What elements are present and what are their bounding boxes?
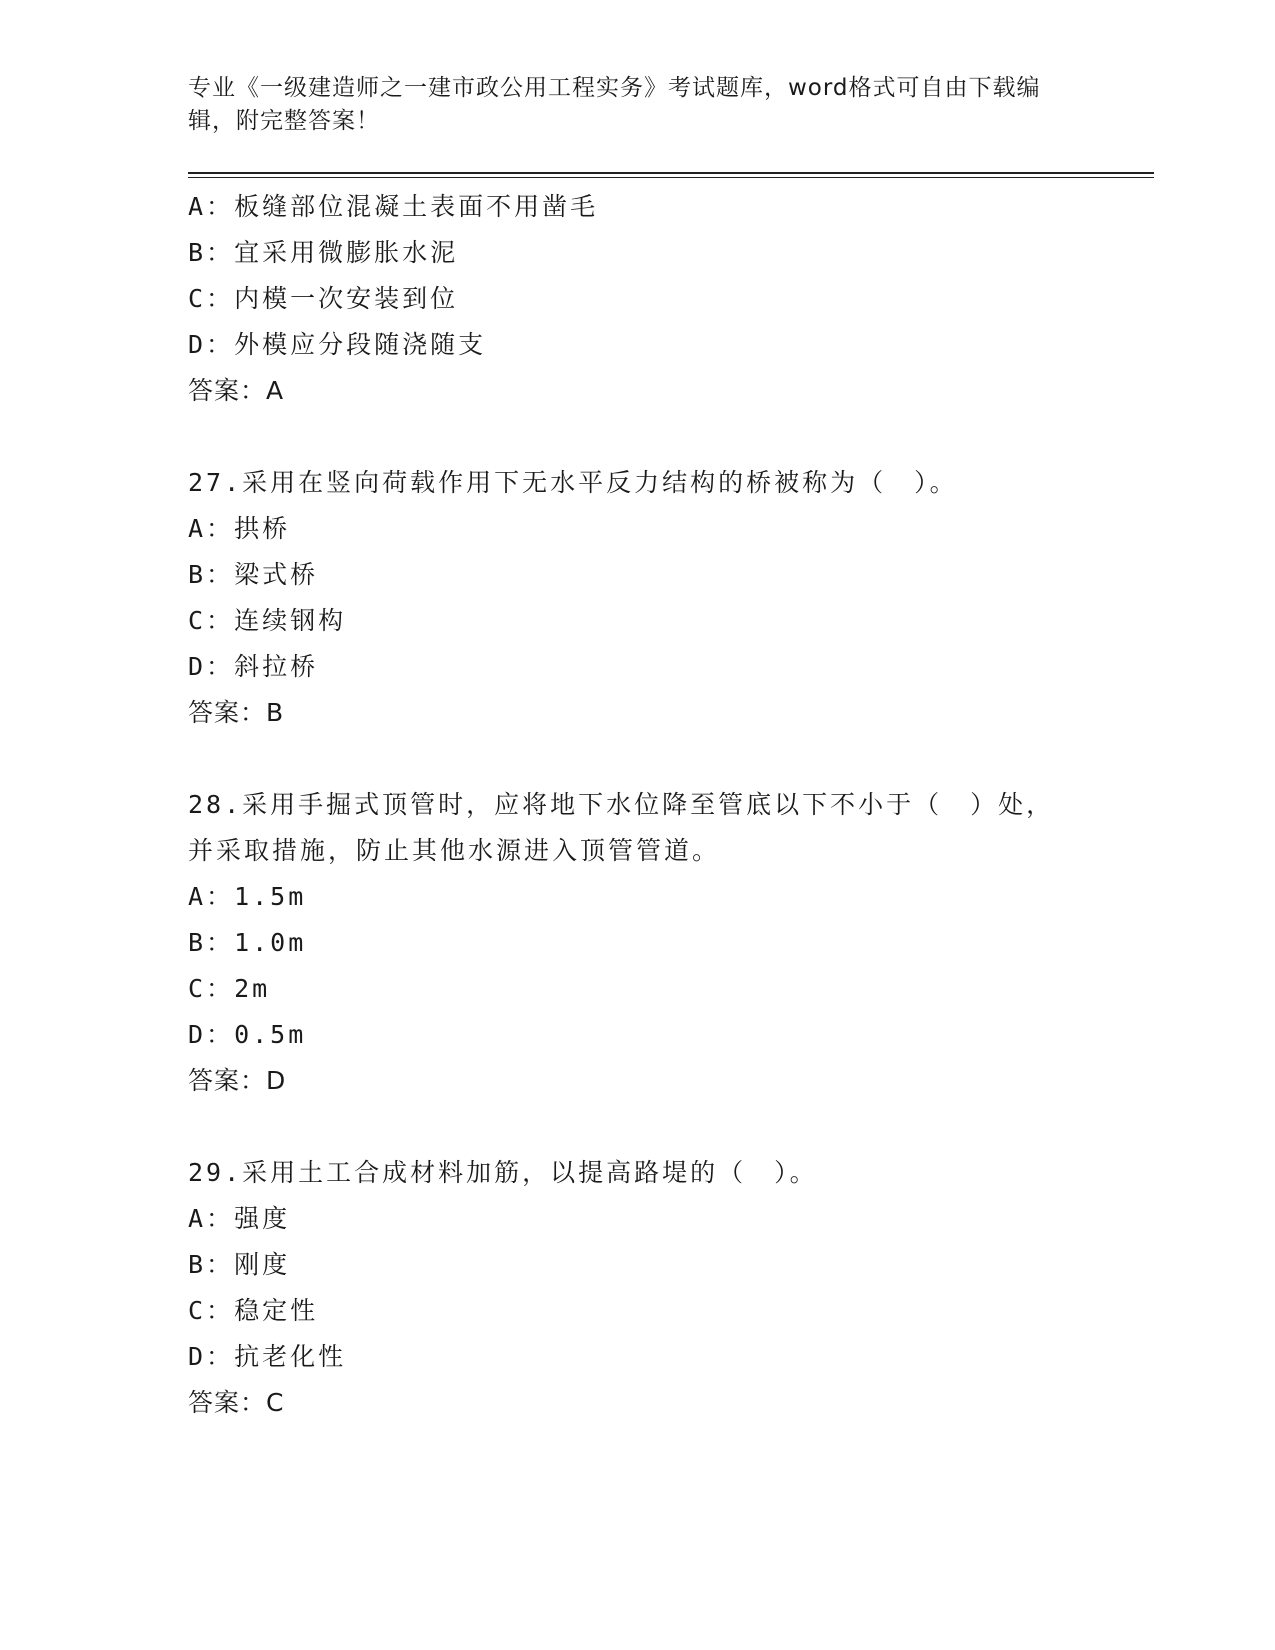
question-stem: 29.采用土工合成材料加筋，以提高路堤的（ ）。: [188, 1158, 818, 1187]
option-text: 0.5m: [234, 1020, 307, 1049]
option-c: [188, 966, 1158, 1012]
option-a: [188, 874, 1158, 920]
option-text: 稳定性: [234, 1296, 319, 1325]
option-key: A：: [188, 192, 235, 221]
option-c: [188, 598, 1158, 644]
question-stem: 27.采用在竖向荷载作用下无水平反力结构的桥被称为（ ）。: [188, 468, 958, 497]
answer-line: 答案：C: [188, 1388, 285, 1417]
option-text: 2m: [234, 974, 271, 1003]
option-text: 1.5m: [234, 882, 307, 911]
option-key: B：: [188, 560, 235, 589]
question-stem: 28.采用手掘式顶管时，应将地下水位降至管底以下不小于（ ）处，并采取措施，防止其他水源进入顶管管道。: [188, 790, 1055, 865]
option-key: A：: [188, 1204, 235, 1233]
option-d: [188, 322, 1158, 368]
option-text: 梁式桥: [234, 560, 319, 589]
option-key: C：: [188, 1296, 235, 1325]
option-text: 抗老化性: [234, 1342, 347, 1371]
option-a: [188, 1196, 1158, 1242]
question-28: [188, 782, 1158, 1104]
question-27: [188, 460, 1158, 736]
option-d: [188, 1012, 1158, 1058]
option-key: B：: [188, 928, 235, 957]
option-key: D：: [188, 652, 235, 681]
option-key: B：: [188, 238, 235, 267]
document-page: [188, 72, 1158, 1426]
option-text: 外模应分段随浇随支: [234, 330, 487, 359]
option-b: [188, 920, 1158, 966]
option-text: 1.0m: [234, 928, 307, 957]
option-key: D：: [188, 330, 235, 359]
option-c: [188, 276, 1158, 322]
question-29: [188, 1150, 1158, 1426]
option-key: D：: [188, 1342, 235, 1371]
option-d: [188, 644, 1158, 690]
option-c: [188, 1288, 1158, 1334]
option-a: [188, 184, 1158, 230]
option-text: 刚度: [234, 1250, 291, 1279]
option-b: [188, 230, 1158, 276]
option-key: A：: [188, 514, 235, 543]
option-text: 板缝部位混凝土表面不用凿毛: [234, 192, 599, 221]
option-key: D：: [188, 1020, 235, 1049]
option-text: 内模一次安装到位: [234, 284, 459, 313]
option-key: B：: [188, 1250, 235, 1279]
question-26: [188, 184, 1158, 414]
option-text: 连续钢构: [234, 606, 347, 635]
option-b: [188, 552, 1158, 598]
spacer: [188, 736, 1158, 782]
spacer: [188, 414, 1158, 460]
option-key: A：: [188, 882, 235, 911]
option-a: [188, 506, 1158, 552]
answer-line: 答案：D: [188, 1066, 287, 1095]
option-key: C：: [188, 974, 235, 1003]
answer-line: 答案：B: [188, 698, 285, 727]
option-text: 斜拉桥: [234, 652, 319, 681]
option-b: [188, 1242, 1158, 1288]
option-text: 拱桥: [234, 514, 291, 543]
option-key: C：: [188, 606, 235, 635]
document-header: 专业《一级建造师之一建市政公用工程实务》考试题库，word格式可自由下载编辑，附完整答案！: [188, 75, 1041, 134]
option-text: 宜采用微膨胀水泥: [234, 238, 459, 267]
answer-line: 答案：A: [188, 376, 285, 405]
header-divider: [188, 172, 1154, 178]
option-text: 强度: [234, 1204, 291, 1233]
option-d: [188, 1334, 1158, 1380]
spacer: [188, 1104, 1158, 1150]
option-key: C：: [188, 284, 235, 313]
